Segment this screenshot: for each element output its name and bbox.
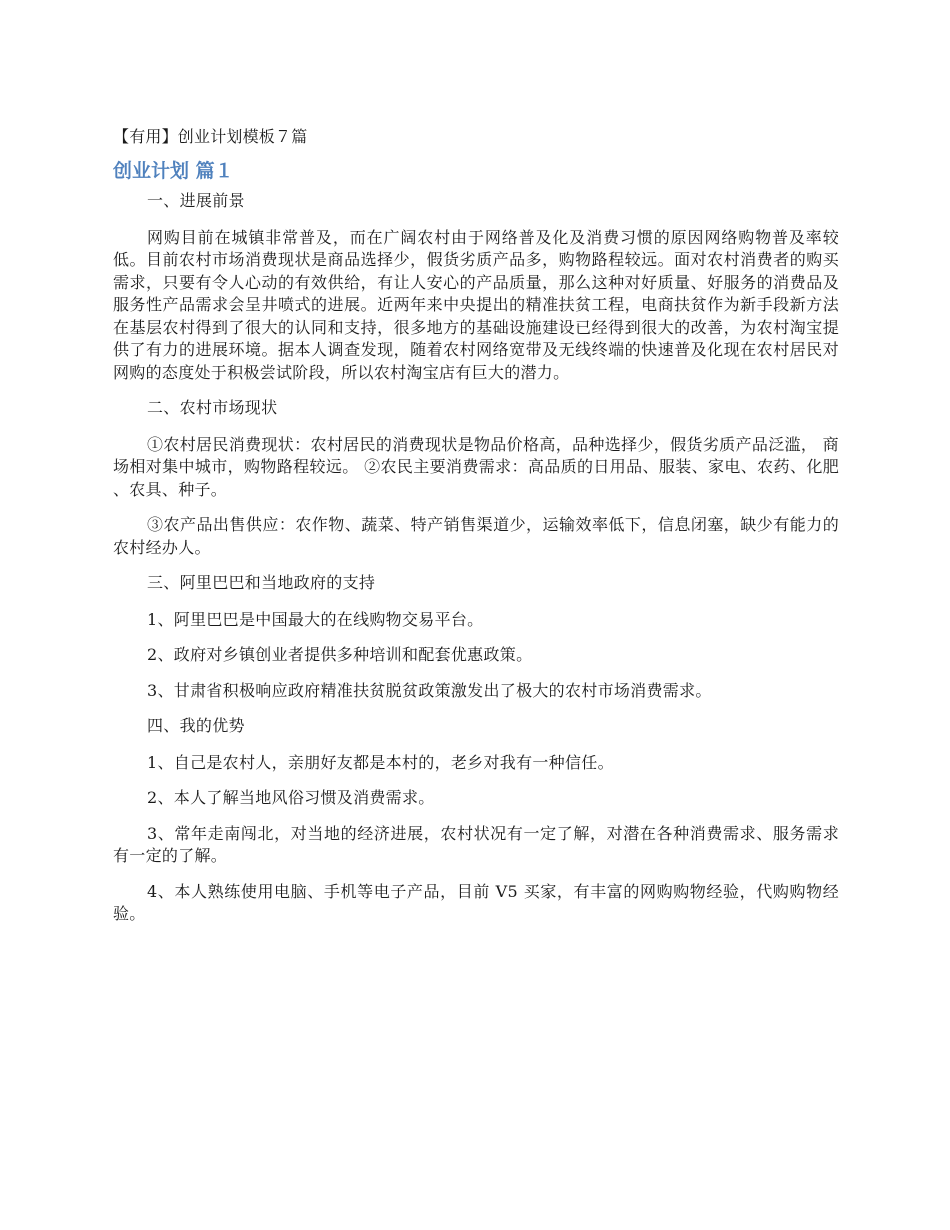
paragraph-development-prospects: 网购目前在城镇非常普及，而在广阔农村由于网络普及化及消费习惯的原因网络购物普及率较低。目前农村市场消费现状是商品选择少，假货劣质产品多，购物路程较远。面对农村消费者的购买需求，只要有令人心动的有效供给，有让人安心的产品质量，那么这种对好质量、好服务的消费品及服务性产品需求会呈井喷式的进展。近两年来中央提出的精准扶贫工程，电商扶贫作为新手段新方法在基层农村得到了很大的认同和支持，很多地方的基础设施建设已经得到很大的改善，为农村淘宝提供了有力的进展环境。据本人调查发现，随着农村网络宽带及无线终端的快速普及化现在农村居民对网购的态度处于积极尝试阶段，所以农村淘宝店有巨大的潜力。 [113, 227, 839, 382]
subheading-my-advantages: 四、我的优势 [147, 716, 245, 735]
list-item-support-2: 2、政府对乡镇创业者提供多种培训和配套优惠政策。 [147, 645, 533, 664]
subheading-rural-market-status: 二、农村市场现状 [147, 398, 278, 417]
document-title: 【有用】创业计划模板７篇 [113, 127, 308, 146]
section-heading: 创业计划 篇１ [113, 160, 234, 182]
list-item-advantage-3: 3、常年走南闯北，对当地的经济进展，农村状况有一定了解，对潜在各种消费需求、服务需求有一定的了解。 [113, 823, 839, 865]
paragraph-farm-products-supply: ③农产品出售供应：农作物、蔬菜、特产销售渠道少，运输效率低下，信息闭塞，缺少有能力的农村经办人。 [113, 515, 839, 557]
paragraph-rural-consumption: ①农村居民消费现状：农村居民的消费现状是物品价格高，品种选择少，假货劣质产品泛滥， 商场相对集中城市，购物路程较远。 ②农民主要消费需求：高品质的日用品、服装、家电、农药、化肥 、农具、种子。 [113, 434, 839, 499]
list-item-advantage-2: 2、本人了解当地风俗习惯及消费需求。 [147, 788, 435, 807]
subheading-development-prospects: 一、进展前景 [147, 191, 245, 210]
list-item-support-1: 1、阿里巴巴是中国最大的在线购物交易平台。 [147, 609, 484, 629]
list-item-support-3: 3、甘肃省积极响应政府精准扶贫脱贫政策激发出了极大的农村市场消费需求。 [147, 680, 712, 700]
list-item-advantage-4: 4、本人熟练使用电脑、手机等电子产品，目前 V5 买家，有丰富的网购购物经验，代购购物经验。 [113, 881, 839, 923]
document-page [113, 124, 839, 939]
subheading-alibaba-government-support: 三、阿里巴巴和当地政府的支持 [147, 573, 376, 592]
list-item-advantage-1: 1、自己是农村人，亲朋好友都是本村的，老乡对我有一种信任。 [147, 752, 614, 772]
